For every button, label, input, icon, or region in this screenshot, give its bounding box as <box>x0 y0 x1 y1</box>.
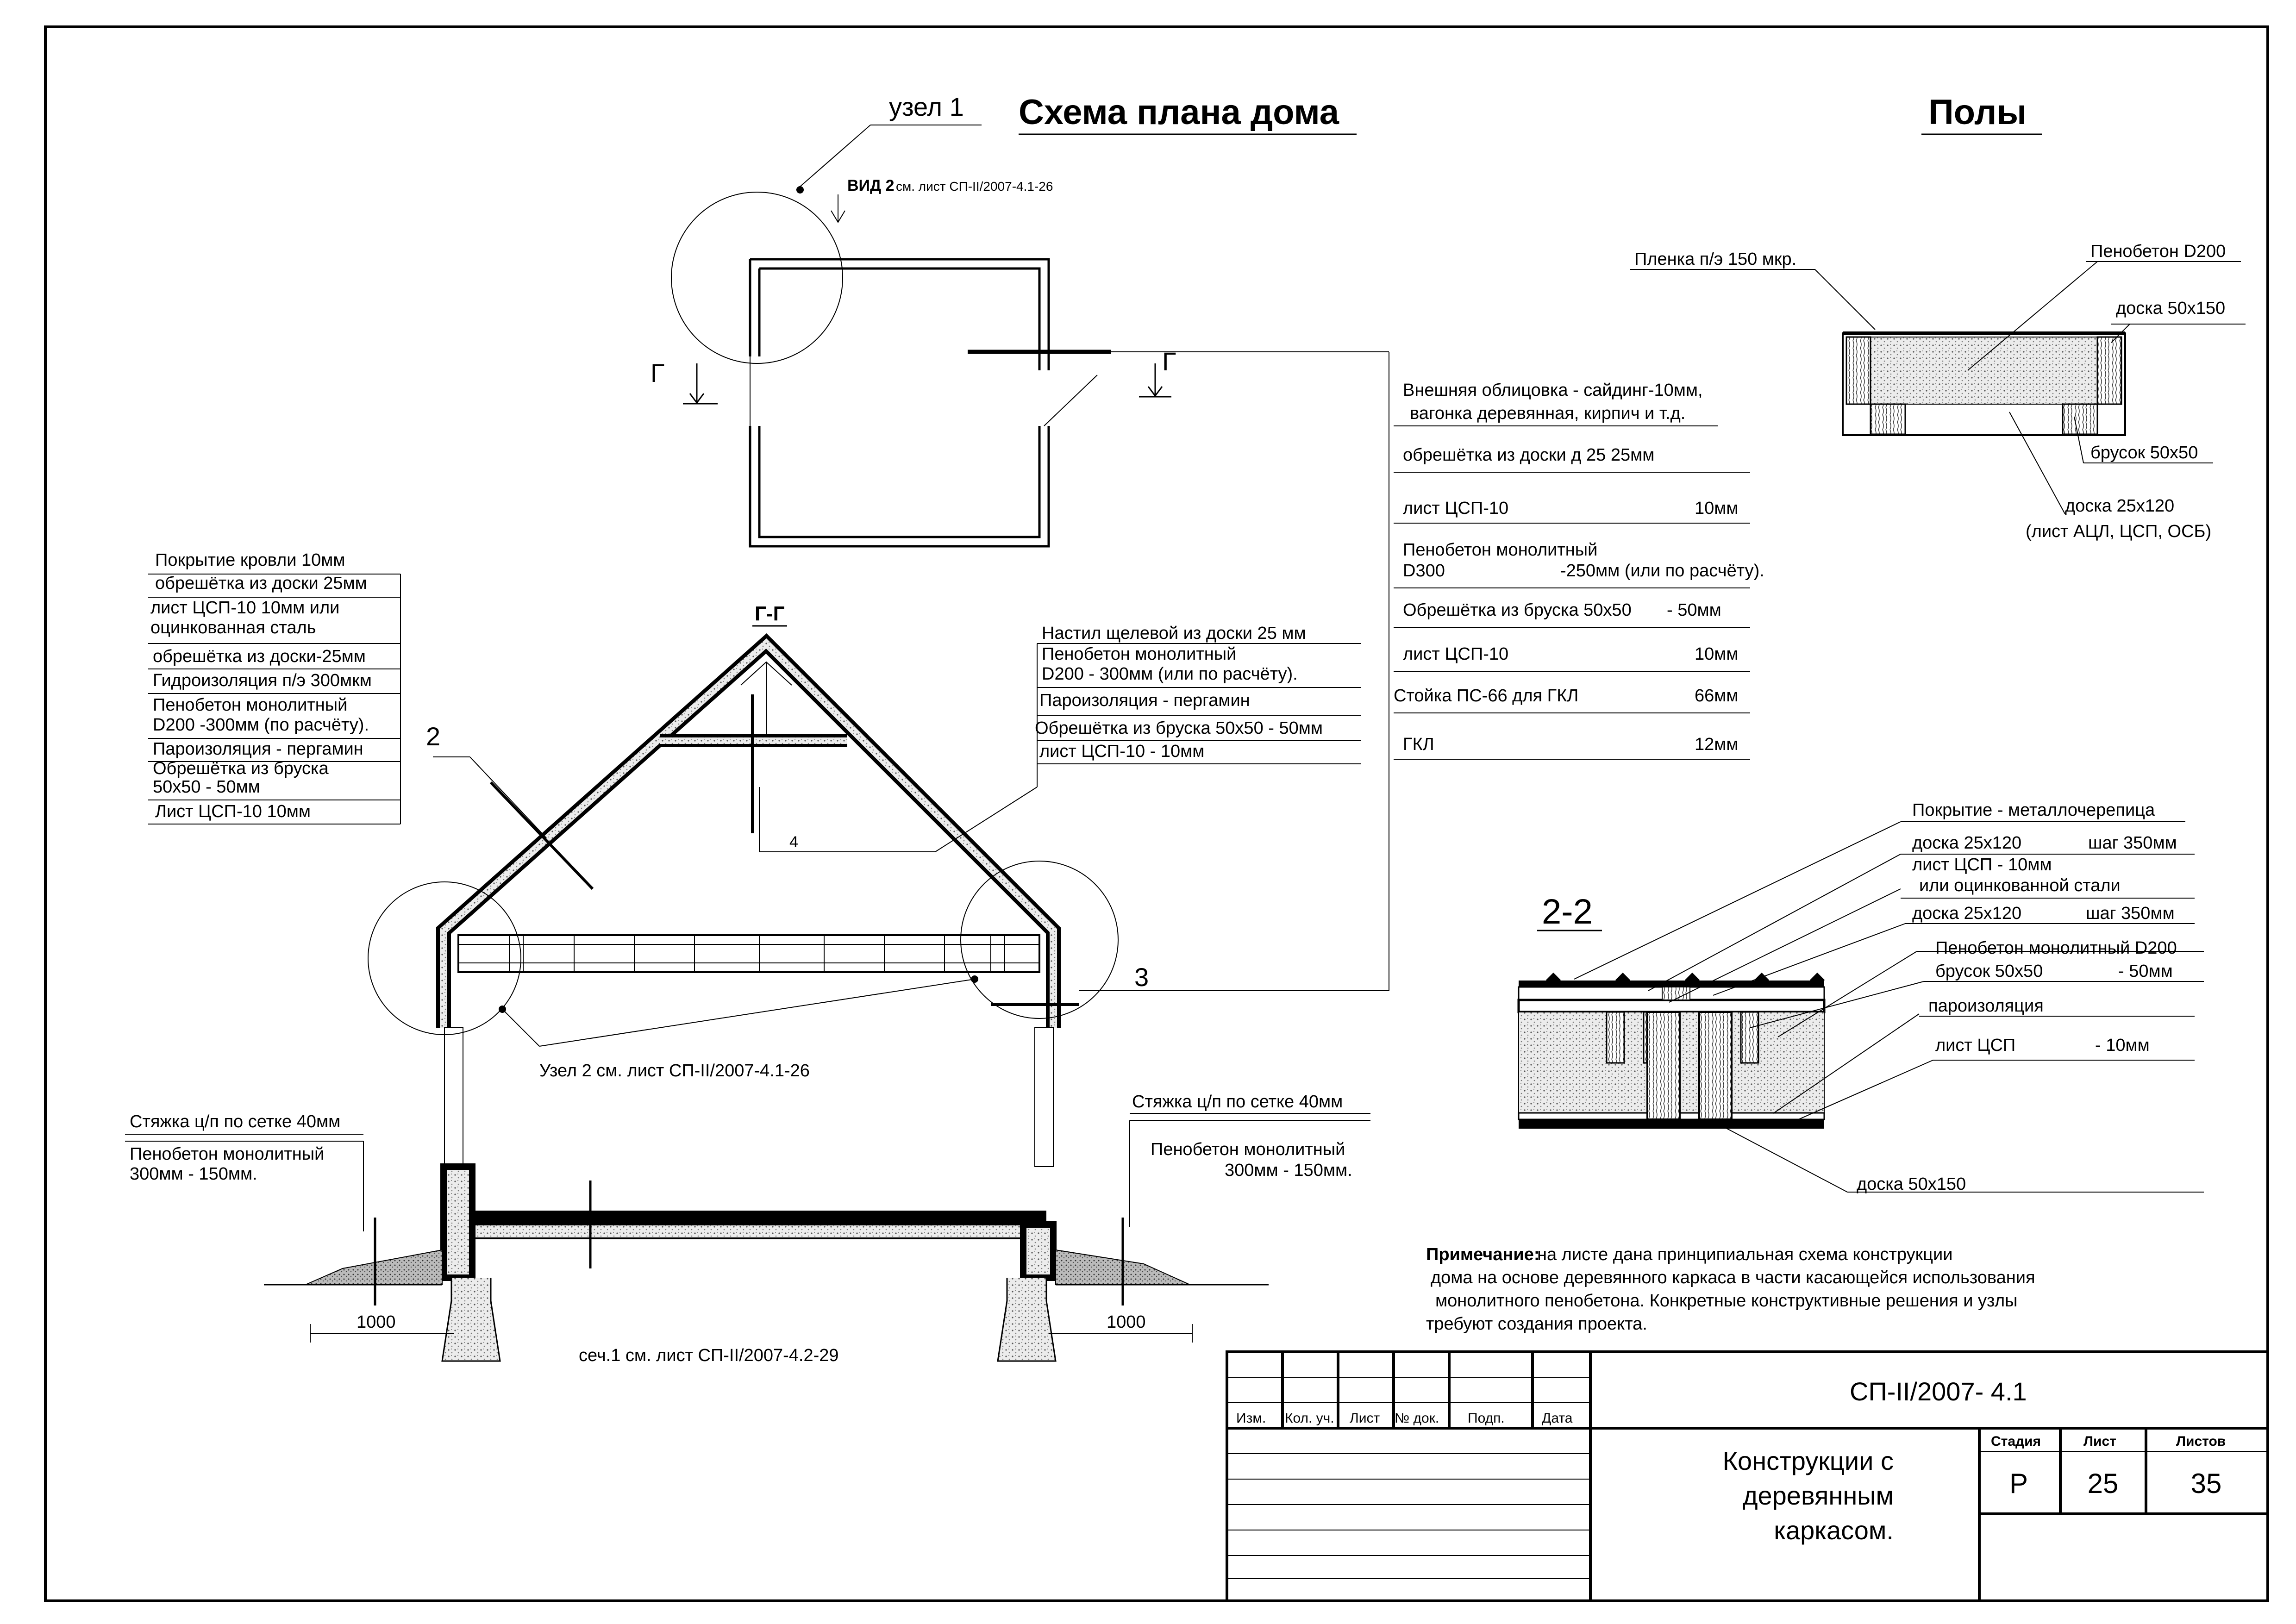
wall-layer-3-value: 10мм <box>1695 499 1739 518</box>
detail22-label-5: Пенобетон монолитный D200 <box>1935 938 2177 958</box>
sheets-label: Листов <box>2176 1434 2226 1449</box>
stage-value: Р <box>2009 1468 2028 1499</box>
dim-right: 1000 <box>1107 1312 1146 1332</box>
roof-layer-11: Лист ЦСП-10 10мм <box>155 802 311 821</box>
vid2-ref: см. лист СП-II/2007-4.1-26 <box>896 179 1053 194</box>
roof-layers-list <box>148 546 400 824</box>
foam-right-2: 300мм - 150мм. <box>1225 1161 1352 1180</box>
uzel1-label: узел 1 <box>889 92 964 121</box>
detail-22-title: 2-2 <box>1542 892 1593 931</box>
col-header-izm: Изм. <box>1236 1411 1266 1426</box>
note-title: Примечание: <box>1426 1245 1540 1264</box>
ceiling-layers-list <box>1035 624 1361 764</box>
roof-layer-5: Гидроизоляция п/э 300мкм <box>153 671 372 690</box>
wall-layer-5-value: -250мм (или по расчёту). <box>1560 561 1764 581</box>
floor-film-label: Пленка п/э 150 мкр. <box>1634 250 1797 269</box>
floors-title-group <box>1921 93 2042 134</box>
sheets-value: 35 <box>2190 1468 2222 1499</box>
foam-right-1: Пенобетон монолитный <box>1151 1140 1345 1159</box>
wall-layers-list <box>1394 381 1764 759</box>
roof-layer-2: лист ЦСП-10 10мм или <box>150 598 340 618</box>
roof-layer-3: оцинкованная сталь <box>150 618 316 637</box>
roof-layer-10: 50х50 - 50мм <box>153 777 260 797</box>
title-block-name-3: каркасом. <box>1774 1516 1894 1545</box>
detail22-label-4: доска 25х120 <box>1912 904 2022 923</box>
uzel2-ref: Узел 2 см. лист СП-II/2007-4.1-26 <box>539 1061 810 1081</box>
dim4-label: 4 <box>789 833 798 851</box>
col-header-podp: Подп. <box>1468 1411 1505 1426</box>
col-header-data: Дата <box>1542 1411 1573 1426</box>
wall-layer-8: Стойка ПС-66 для ГКЛ <box>1394 686 1579 706</box>
ceiling-layer-1: Пенобетон монолитный <box>1042 644 1237 664</box>
note <box>1426 1245 2035 1334</box>
roof-layer-4: обрешётка из доски-25мм <box>153 647 366 666</box>
floor-foam-label: Пенобетон D200 <box>2090 242 2226 261</box>
wall-layer-0: Внешняя облицовка - сайдинг-10мм, <box>1403 381 1703 400</box>
foam-left-2: 300мм - 150мм. <box>130 1164 257 1184</box>
cut-g-right: Г <box>1162 347 1176 376</box>
floor-board1-label: доска 50х150 <box>2116 299 2226 318</box>
col-header-list: Лист <box>1350 1411 1380 1426</box>
sheet-value: 25 <box>2087 1468 2119 1499</box>
wall-layer-9: ГКЛ <box>1403 735 1434 754</box>
node2-label: 2 <box>426 722 441 751</box>
plan-title: Схема плана дома <box>1019 93 1339 132</box>
detail22-label-8: лист ЦСП <box>1935 1036 2016 1055</box>
dim-left: 1000 <box>357 1312 396 1332</box>
detail22-label-7: пароизоляция <box>1928 996 2044 1016</box>
detail22-label-1: доска 25х120 <box>1912 833 2022 853</box>
sheet-label: Лист <box>2083 1434 2116 1449</box>
cut-g-left: Г <box>651 358 665 387</box>
roof-layer-1: обрешётка из доски 25мм <box>155 574 367 593</box>
title-block-name-1: Конструкции с <box>1722 1446 1894 1475</box>
wall-layer-1: вагонка деревянная, кирпич и т.д. <box>1410 404 1686 423</box>
detail22-label-6-value: - 50мм <box>2118 962 2173 981</box>
wall-layer-3: лист ЦСП-10 <box>1403 499 1509 518</box>
roof-layer-7: D200 -300мм (по расчёту). <box>153 715 369 735</box>
stage-label: Стадия <box>1991 1434 2041 1449</box>
ceiling-layer-4: Обрешётка из бруска 50х50 - 50мм <box>1035 718 1323 738</box>
screed-left: Стяжка ц/п по сетке 40мм <box>130 1112 341 1131</box>
note-line-3: монолитного пенобетона. Конкретные конструктивные решения и узлы <box>1435 1291 2018 1311</box>
screed-right: Стяжка ц/п по сетке 40мм <box>1132 1092 1343 1112</box>
title-block <box>1227 1352 2268 1601</box>
note-line-2: дома на основе деревянного каркаса в части касающейся использования <box>1431 1268 2035 1287</box>
detail22-label-8-value: - 10мм <box>2095 1036 2150 1055</box>
sech1-ref: сеч.1 см. лист СП-II/2007-4.2-29 <box>579 1346 839 1365</box>
roof-layer-0: Покрытие кровли 10мм <box>155 550 345 570</box>
vid2-label: ВИД 2 <box>847 177 895 194</box>
uzel1-circle <box>671 192 843 363</box>
detail22-bottom-label: доска 50х150 <box>1857 1174 1966 1194</box>
ceiling-layer-5: лист ЦСП-10 - 10мм <box>1039 742 1205 761</box>
ceiling-layer-2: D200 - 300мм (или по расчёту). <box>1042 664 1298 684</box>
ceiling-layer-0: Настил щелевой из доски 25 мм <box>1042 624 1306 643</box>
roof-layer-9: Обрешётка из бруска <box>153 759 329 778</box>
floor-bar-label: брусок 50х50 <box>2090 443 2198 462</box>
foam-left-1: Пенобетон монолитный <box>130 1144 325 1164</box>
roof-layer-8: Пароизоляция - пергамин <box>153 739 363 759</box>
roof-layer-6: Пенобетон монолитный <box>153 695 348 715</box>
floor-board2-label: доска 25х120 <box>2065 496 2175 516</box>
floor-sheet-label: (лист АЦЛ, ЦСП, ОСБ) <box>2026 522 2212 541</box>
wall-layer-7: лист ЦСП-10 <box>1403 644 1509 664</box>
col-header-doc: № док. <box>1395 1411 1439 1426</box>
plan-title-group <box>1019 93 1357 134</box>
ceiling-layer-3: Пароизоляция - пергамин <box>1039 691 1250 710</box>
title-block-name-2: деревянным <box>1742 1481 1894 1510</box>
floors-title: Полы <box>1928 93 2027 132</box>
wall-layer-5: D300 <box>1403 561 1445 581</box>
wall-layer-6-value: - 50мм <box>1667 600 1721 620</box>
note-line-4: требуют создания проекта. <box>1426 1314 1647 1334</box>
detail22-label-6: брусок 50х50 <box>1935 962 2043 981</box>
wall-layer-8-value: 66мм <box>1695 686 1739 706</box>
wall-layer-9-value: 12мм <box>1695 735 1739 754</box>
title-block-code: СП-II/2007- 4.1 <box>1850 1377 2027 1406</box>
col-header-kol: Кол. уч. <box>1285 1411 1334 1426</box>
node3-label: 3 <box>1134 962 1149 992</box>
floor-detail <box>1630 242 2246 541</box>
wall-layer-4: Пенобетон монолитный <box>1403 540 1598 560</box>
house-plan <box>651 92 1389 991</box>
detail22-label-2: лист ЦСП - 10мм <box>1912 855 2052 874</box>
detail22-label-0: Покрытие - металлочерепица <box>1912 800 2155 820</box>
section-gg-title: Г-Г <box>755 602 785 625</box>
note-line-1: на листе дана принципиальная схема конструкции <box>1537 1245 1953 1264</box>
detail22-label-3: или оцинкованной стали <box>1919 876 2121 895</box>
wall-layer-6: Обрешётка из бруска 50х50 <box>1403 600 1632 620</box>
detail22-label-1-value: шаг 350мм <box>2088 833 2177 853</box>
detail-22 <box>1519 800 2204 1194</box>
wall-layer-7-value: 10мм <box>1695 644 1739 664</box>
wall-layer-2: обрешётка из доски д 25 25мм <box>1403 445 1655 465</box>
detail22-label-4-value: шаг 350мм <box>2086 904 2175 923</box>
